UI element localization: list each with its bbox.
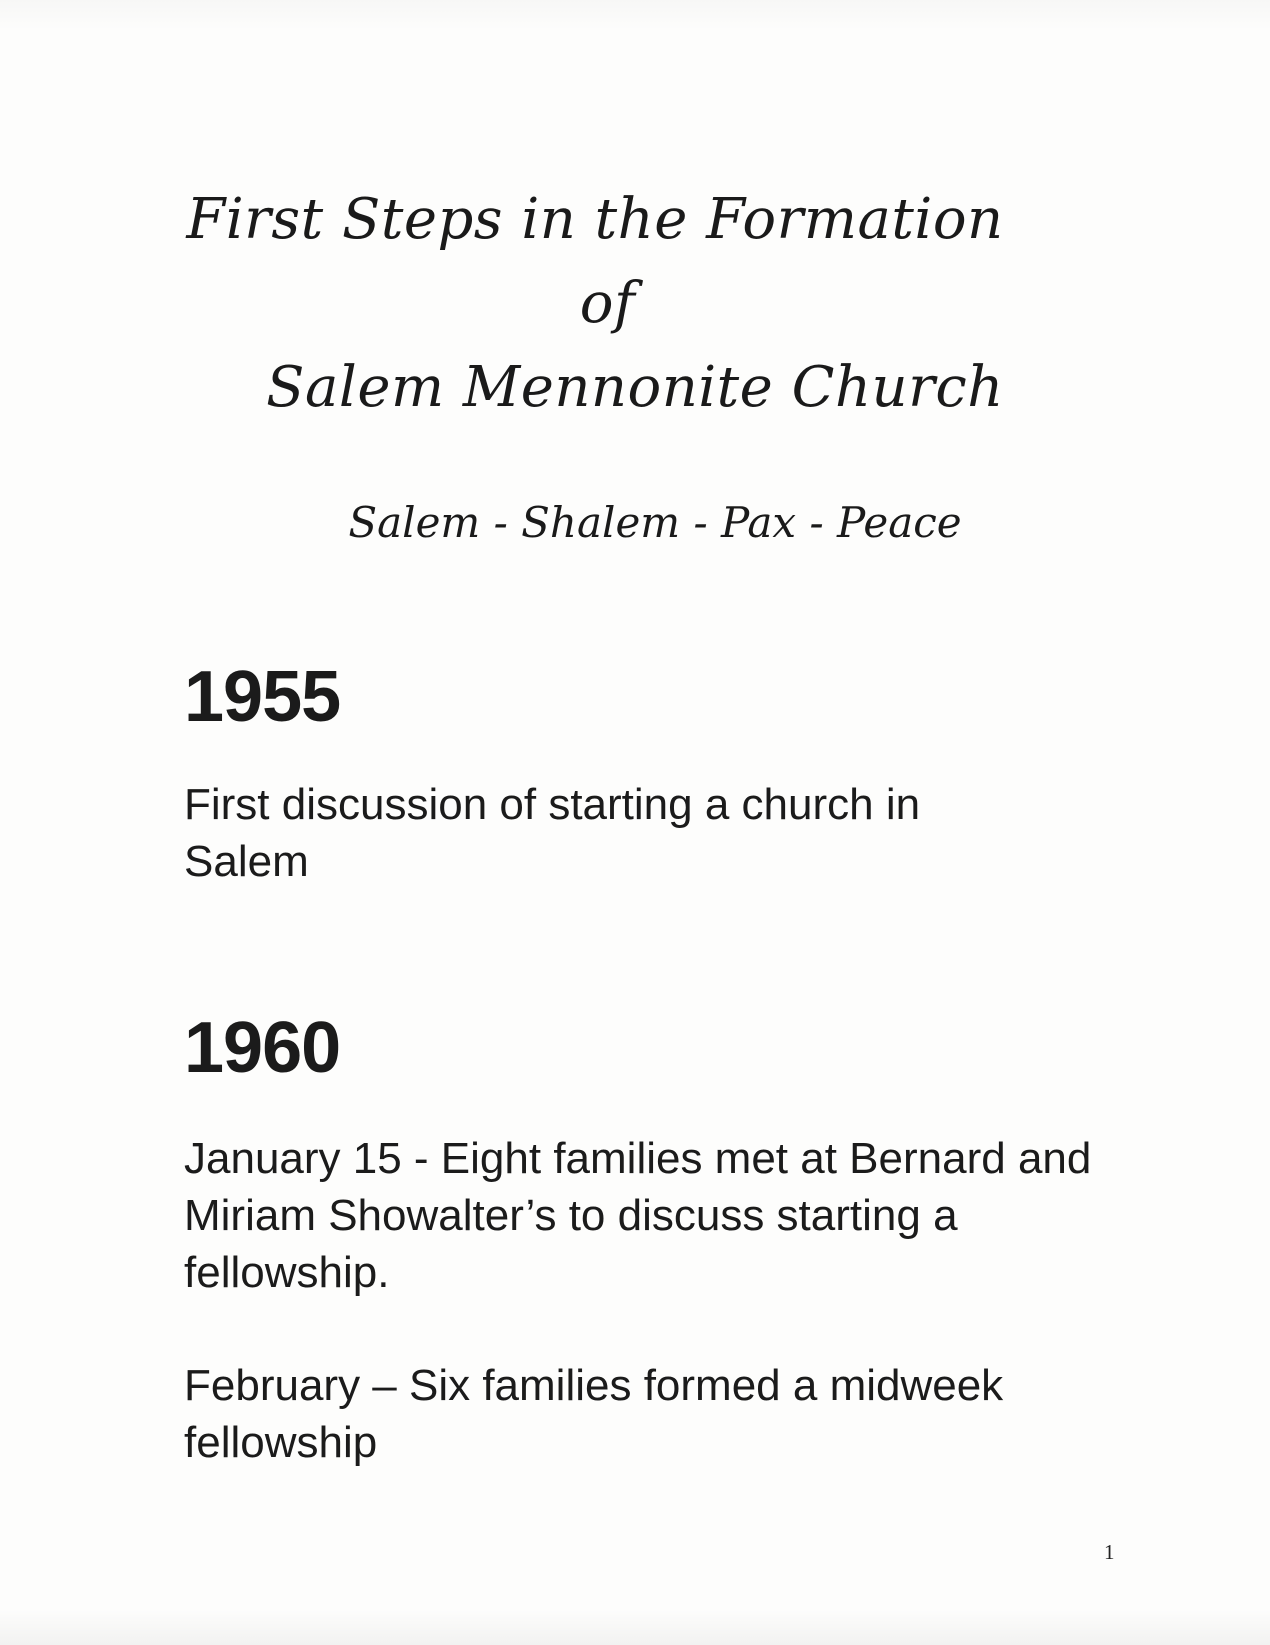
timeline-entry: First discussion of starting a church in Salem bbox=[184, 780, 921, 886]
year-heading-1960: 1960 bbox=[184, 1008, 341, 1088]
timeline-entry: January 15 - Eight families met at Bernard and Miriam Showalter’s to discuss starting a fellowship. bbox=[184, 1134, 1092, 1297]
subtitle: Salem - Shalem - Pax - Peace bbox=[348, 498, 962, 547]
timeline-entry: February – Six families formed a midweek fellowship bbox=[184, 1361, 1004, 1467]
title-line-1: First Steps in the Formation bbox=[186, 187, 1004, 252]
title-line-3: Salem Mennonite Church bbox=[266, 355, 1004, 420]
document-title bbox=[0, 178, 1270, 430]
page-number: 1 bbox=[1104, 1540, 1115, 1564]
year-heading-1955: 1955 bbox=[184, 657, 341, 737]
title-line-2: of bbox=[579, 271, 636, 336]
